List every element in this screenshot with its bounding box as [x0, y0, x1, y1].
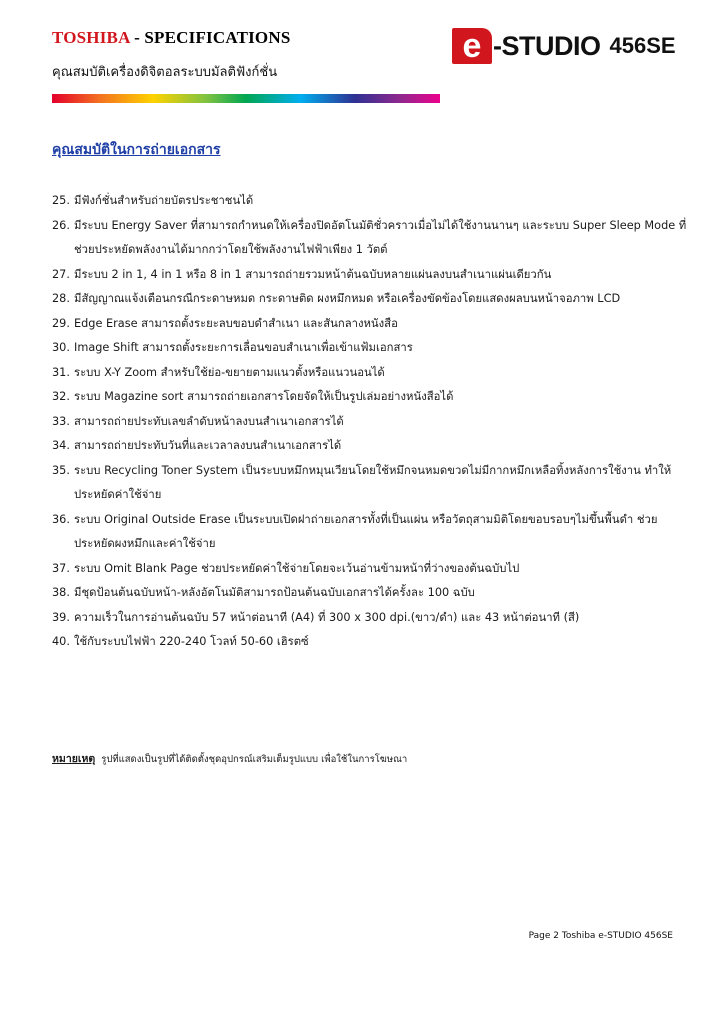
list-item	[52, 336, 692, 361]
remark-text: รูปที่แสดงเป็นรูปที่ได้ติดตั้งชุดอุปกรณ์เสริมเต็มรูปแบบ เพื่อใช้ในการโฆษณา	[101, 754, 408, 765]
item-number: 33.	[52, 414, 70, 428]
item-text: มีระบบ 2 in 1, 4 in 1 หรือ 8 in 1 สามารถถ่ายรวมหน้าต้นฉบับหลายแผ่นลงบนสำเนาแผ่นเดียวกัน	[74, 267, 552, 281]
item-text: สามารถถ่ายประทับวันที่และเวลาลงบนสำเนาเอกสารได้	[74, 439, 342, 452]
item-text: Image Shift สามารถตั้งระยะการเลื่อนขอบสำเนาเพื่อเข้าแฟ้มเอกสาร	[74, 341, 413, 354]
item-text: ระบบ Magazine sort สามารถถ่ายเอกสารโดยจัดให้เป็นรูปเล่มอย่างหนังสือได้	[74, 390, 454, 403]
item-number: 29.	[52, 316, 70, 330]
list-item	[52, 214, 692, 263]
list-item	[52, 361, 692, 386]
list-item	[52, 263, 692, 288]
document-header	[52, 28, 290, 82]
list-item	[52, 312, 692, 337]
section-title: คุณสมบัติในการถ่ายเอกสาร	[52, 142, 221, 158]
item-number: 39.	[52, 610, 70, 624]
item-text: มีชุดป้อนต้นฉบับหน้า-หลังอัตโนมัติสามารถป้อนต้นฉบับเอกสารได้ครั้งละ 100 ฉบับ	[74, 586, 475, 599]
list-item	[52, 459, 692, 508]
item-number: 26.	[52, 218, 70, 232]
item-text: ระบบ Original Outside Erase เป็นระบบเปิดฝาถ่ายเอกสารทั้งที่เป็นแผ่น หรือวัตถุสามมิติโดยขอบรอบๆไม่ขึ้นพื้นดำ ช่วยประหยัดผงหมึกและค่าใช้จ่าย	[74, 512, 658, 550]
item-text: ความเร็วในการอ่านต้นฉบับ 57 หน้าต่อนาที (A4) ที่ 300 x 300 dpi.(ขาว/ดำ) และ 43 หน้าต่อนาที (สี)	[74, 610, 580, 624]
logo-model-text: 456SE	[609, 33, 676, 58]
item-text: ใช้กับระบบไฟฟ้า 220-240 โวลท์ 50-60 เฮิรตซ์	[74, 635, 309, 648]
list-item	[52, 630, 692, 655]
list-item	[52, 434, 692, 459]
spec-label: SPECIFICATIONS	[144, 28, 291, 47]
item-text: มีระบบ Energy Saver ที่สามารถกำหนดให้เครื่องปิดอัตโนมัติชั่วคราวเมื่อไม่ได้ใช้งานนานๆ และระบบ Super Sleep Mode ที่ช่วยประหยัดพลังงานได้มากกว่าโดยใช้พลังงานไฟฟ้าเพียง 1 วัตต์	[74, 218, 687, 256]
item-text: มีฟังก์ชั่นสำหรับถ่ายบัตรประชาชนได้	[74, 194, 254, 207]
item-text: มีสัญญาณแจ้งเตือนกรณีกระดาษหมด กระดาษติด ผงหมึกหมด หรือเครื่องขัดข้องโดยแสดงผลบนหน้าจอภาพ LCD	[74, 292, 621, 305]
page-footer: Page 2 Toshiba e-STUDIO 456SE	[528, 931, 673, 941]
remark-label: หมายเหตุ	[52, 753, 96, 765]
item-text: สามารถถ่ายประทับเลขลำดับหน้าลงบนสำเนาเอกสารได้	[74, 414, 344, 428]
list-item	[52, 385, 692, 410]
logo-e-mark: e	[452, 28, 492, 64]
rainbow-bar	[52, 94, 440, 103]
estudio-logo	[452, 28, 676, 64]
list-item	[52, 410, 692, 435]
item-number: 32.	[52, 390, 70, 403]
brand-dash: -	[129, 28, 145, 47]
header-subtitle: คุณสมบัติเครื่องดิจิตอลระบบมัลติฟังก์ชั่น	[52, 65, 278, 80]
list-item	[52, 508, 692, 557]
item-text: ระบบ Omit Blank Page ช่วยประหยัดค่าใช้จ่ายโดยจะเว้นอ่านข้ามหน้าที่ว่างของต้นฉบับไป	[74, 561, 520, 575]
item-number: 31.	[52, 365, 70, 379]
list-item	[52, 606, 692, 631]
brand-name: TOSHIBA	[52, 28, 130, 47]
item-number: 35.	[52, 463, 70, 477]
feature-list	[52, 189, 692, 655]
item-number: 34.	[52, 439, 70, 452]
item-number: 28.	[52, 292, 70, 305]
list-item	[52, 581, 692, 606]
logo-studio-text: -STUDIO	[493, 30, 601, 61]
item-number: 37.	[52, 561, 70, 575]
item-number: 38.	[52, 586, 70, 599]
item-number: 27.	[52, 267, 70, 281]
item-text: ระบบ Recycling Toner System เป็นระบบหมึกหมุนเวียนโดยใช้หมึกจนหมดขวดไม่มีกากหมึกเหลือทิ้งหลังการใช้งาน ทำให้ประหยัดค่าใช้จ่าย	[74, 463, 672, 501]
list-item	[52, 189, 692, 214]
item-text: ระบบ X-Y Zoom สำหรับใช้ย่อ-ขยายตามแนวตั้งหรือแนวนอนได้	[74, 365, 385, 379]
list-item	[52, 287, 692, 312]
remark-note	[52, 750, 407, 767]
brand-heading	[52, 28, 290, 48]
item-number: 36.	[52, 512, 70, 526]
list-item	[52, 557, 692, 582]
item-number: 25.	[52, 194, 70, 207]
item-text: Edge Erase สามารถตั้งระยะลบขอบดำสำเนา และสันกลางหนังสือ	[74, 316, 398, 330]
item-number: 40.	[52, 635, 70, 648]
item-number: 30.	[52, 341, 70, 354]
